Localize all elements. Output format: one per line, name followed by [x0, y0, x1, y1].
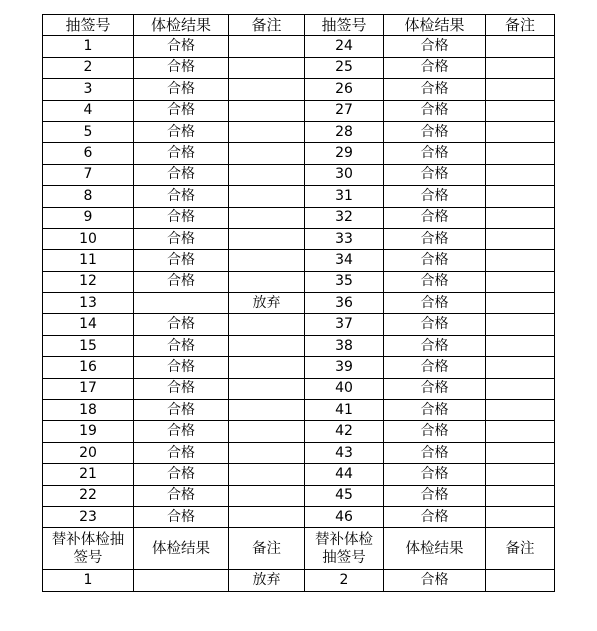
header-label: 替补体检抽签号 — [51, 531, 125, 566]
exam-result-cell: 合格 — [134, 485, 229, 506]
exam-result-cell: 合格 — [134, 79, 229, 100]
exam-result-cell: 合格 — [384, 186, 486, 207]
table-row — [43, 57, 555, 78]
remark-cell — [486, 464, 555, 485]
remark-cell — [229, 357, 305, 378]
draw-number-cell: 34 — [305, 250, 384, 271]
exam-result-cell: 合格 — [134, 36, 229, 57]
exam-result-cell: 合格 — [134, 400, 229, 421]
exam-result-cell: 合格 — [384, 485, 486, 506]
table-row — [43, 357, 555, 378]
exam-result-cell: 合格 — [134, 121, 229, 142]
draw-number-cell: 35 — [305, 271, 384, 292]
remark-cell — [486, 271, 555, 292]
draw-number-cell: 15 — [43, 335, 134, 356]
remark-cell — [229, 36, 305, 57]
table-row — [43, 335, 555, 356]
remark-cell — [486, 293, 555, 314]
exam-result-cell: 合格 — [134, 314, 229, 335]
header-label: 替补体检抽签号 — [315, 531, 373, 566]
exam-result-cell: 合格 — [134, 421, 229, 442]
remark-cell — [229, 250, 305, 271]
exam-result-cell: 合格 — [384, 421, 486, 442]
remark-cell — [229, 421, 305, 442]
table-row — [43, 79, 555, 100]
header-replacement-draw-number — [305, 528, 384, 570]
draw-number-cell: 12 — [43, 271, 134, 292]
exam-result-cell: 合格 — [384, 164, 486, 185]
exam-result-cell: 合格 — [134, 271, 229, 292]
header-remark: 备注 — [486, 15, 555, 36]
table-row — [43, 421, 555, 442]
table-row — [43, 186, 555, 207]
exam-result-cell: 合格 — [384, 271, 486, 292]
remark-cell — [229, 335, 305, 356]
header-label: 备注 — [505, 540, 535, 557]
exam-result-cell: 合格 — [384, 57, 486, 78]
exam-result-cell: 合格 — [134, 100, 229, 121]
exam-result-cell: 合格 — [384, 36, 486, 57]
remark-cell — [486, 485, 555, 506]
remark-cell — [486, 79, 555, 100]
remark-cell — [486, 335, 555, 356]
draw-number-cell: 33 — [305, 228, 384, 249]
exam-result-cell: 合格 — [134, 228, 229, 249]
exam-result-cell: 合格 — [134, 357, 229, 378]
exam-result-cell: 合格 — [384, 378, 486, 399]
exam-result-cell: 合格 — [134, 143, 229, 164]
table-row — [43, 293, 555, 314]
header-draw-number: 抽签号 — [43, 15, 134, 36]
header-exam-result: 体检结果 — [134, 15, 229, 36]
header-remark — [486, 528, 555, 570]
draw-number-cell: 6 — [43, 143, 134, 164]
draw-number-cell: 3 — [43, 79, 134, 100]
exam-result-cell: 合格 — [384, 357, 486, 378]
draw-number-cell: 45 — [305, 485, 384, 506]
draw-number-cell: 19 — [43, 421, 134, 442]
draw-number-cell: 20 — [43, 442, 134, 463]
exam-result-cell: 合格 — [134, 57, 229, 78]
draw-number-cell: 9 — [43, 207, 134, 228]
header-remark: 备注 — [229, 15, 305, 36]
exam-result-cell: 合格 — [384, 293, 486, 314]
table-row — [43, 164, 555, 185]
table-row — [43, 271, 555, 292]
remark-cell — [229, 100, 305, 121]
exam-result-cell: 合格 — [384, 100, 486, 121]
exam-result-cell: 合格 — [384, 442, 486, 463]
remark-cell — [229, 485, 305, 506]
draw-number-cell: 40 — [305, 378, 384, 399]
remark-cell — [229, 164, 305, 185]
draw-number-cell: 11 — [43, 250, 134, 271]
draw-number-cell: 43 — [305, 442, 384, 463]
draw-number-cell: 13 — [43, 293, 134, 314]
draw-number-cell: 1 — [43, 570, 134, 591]
draw-number-cell: 44 — [305, 464, 384, 485]
draw-number-cell: 17 — [43, 378, 134, 399]
header-exam-result — [384, 528, 486, 570]
exam-result-cell: 合格 — [134, 442, 229, 463]
table-row — [43, 400, 555, 421]
remark-cell — [486, 250, 555, 271]
draw-number-cell: 8 — [43, 186, 134, 207]
remark-cell — [229, 442, 305, 463]
draw-number-cell: 29 — [305, 143, 384, 164]
header-exam-result — [134, 528, 229, 570]
exam-result-cell: 合格 — [384, 143, 486, 164]
draw-number-cell: 16 — [43, 357, 134, 378]
draw-number-cell: 2 — [43, 57, 134, 78]
remark-cell — [486, 442, 555, 463]
draw-number-cell: 5 — [43, 121, 134, 142]
table-row — [43, 378, 555, 399]
remark-cell — [486, 570, 555, 591]
exam-result-cell: 合格 — [384, 228, 486, 249]
remark-cell — [486, 228, 555, 249]
table-row — [43, 228, 555, 249]
header-replacement-draw-number — [43, 528, 134, 570]
draw-number-cell: 30 — [305, 164, 384, 185]
exam-result-cell: 合格 — [384, 250, 486, 271]
exam-result-cell: 合格 — [384, 207, 486, 228]
draw-number-cell: 1 — [43, 36, 134, 57]
draw-number-cell: 42 — [305, 421, 384, 442]
exam-result-cell: 合格 — [384, 570, 486, 591]
draw-number-cell: 4 — [43, 100, 134, 121]
draw-number-cell: 22 — [43, 485, 134, 506]
exam-result-cell: 合格 — [384, 506, 486, 527]
draw-number-cell: 25 — [305, 57, 384, 78]
draw-number-cell: 23 — [43, 506, 134, 527]
remark-cell — [229, 378, 305, 399]
header-row — [43, 15, 555, 36]
table-row — [43, 464, 555, 485]
remark-cell — [486, 378, 555, 399]
draw-number-cell: 36 — [305, 293, 384, 314]
exam-results-body — [43, 15, 555, 592]
remark-cell: 放弃 — [229, 293, 305, 314]
remark-cell — [229, 506, 305, 527]
table-row — [43, 143, 555, 164]
exam-result-cell: 合格 — [134, 335, 229, 356]
draw-number-cell: 41 — [305, 400, 384, 421]
remark-cell — [486, 314, 555, 335]
exam-result-cell: 合格 — [134, 186, 229, 207]
remark-cell — [229, 464, 305, 485]
exam-result-cell: 合格 — [384, 79, 486, 100]
exam-result-cell: 合格 — [384, 400, 486, 421]
remark-cell — [486, 506, 555, 527]
draw-number-cell: 32 — [305, 207, 384, 228]
header-label: 备注 — [252, 540, 281, 557]
draw-number-cell: 24 — [305, 36, 384, 57]
exam-result-cell: 合格 — [134, 250, 229, 271]
exam-result-cell: 合格 — [134, 164, 229, 185]
exam-result-cell: 合格 — [134, 207, 229, 228]
draw-number-cell: 10 — [43, 228, 134, 249]
table-row — [43, 314, 555, 335]
draw-number-cell: 26 — [305, 79, 384, 100]
draw-number-cell: 37 — [305, 314, 384, 335]
remark-cell — [229, 57, 305, 78]
remark-cell — [486, 400, 555, 421]
remark-cell — [229, 79, 305, 100]
table-row — [43, 100, 555, 121]
remark-cell — [229, 143, 305, 164]
exam-result-cell: 合格 — [134, 464, 229, 485]
header-label: 体检结果 — [405, 540, 464, 557]
table-row — [43, 121, 555, 142]
draw-number-cell: 27 — [305, 100, 384, 121]
exam-result-cell: 合格 — [384, 121, 486, 142]
draw-number-cell: 14 — [43, 314, 134, 335]
remark-cell — [229, 314, 305, 335]
remark-cell — [486, 121, 555, 142]
remark-cell — [486, 143, 555, 164]
remark-cell — [486, 207, 555, 228]
remark-cell — [229, 186, 305, 207]
remark-cell — [486, 57, 555, 78]
remark-cell — [229, 400, 305, 421]
table-row — [43, 442, 555, 463]
exam-result-cell: 合格 — [384, 464, 486, 485]
remark-cell — [486, 186, 555, 207]
draw-number-cell: 21 — [43, 464, 134, 485]
remark-cell — [486, 357, 555, 378]
remark-cell — [486, 36, 555, 57]
exam-result-cell — [134, 570, 229, 591]
draw-number-cell: 46 — [305, 506, 384, 527]
draw-number-cell: 39 — [305, 357, 384, 378]
exam-result-cell — [134, 293, 229, 314]
draw-number-cell: 18 — [43, 400, 134, 421]
table-row — [43, 506, 555, 527]
draw-number-cell: 7 — [43, 164, 134, 185]
exam-results-table — [42, 14, 555, 592]
remark-cell — [229, 207, 305, 228]
table-row — [43, 36, 555, 57]
table-row — [43, 207, 555, 228]
remark-cell — [486, 164, 555, 185]
remark-cell — [229, 271, 305, 292]
replacement-header-row — [43, 528, 555, 570]
remark-cell — [229, 228, 305, 249]
draw-number-cell: 2 — [305, 570, 384, 591]
exam-result-cell: 合格 — [134, 506, 229, 527]
exam-result-cell: 合格 — [134, 378, 229, 399]
exam-result-cell: 合格 — [384, 335, 486, 356]
remark-cell — [229, 121, 305, 142]
remark-cell — [486, 100, 555, 121]
replacement-row — [43, 570, 555, 591]
table-row — [43, 250, 555, 271]
remark-cell: 放弃 — [229, 570, 305, 591]
draw-number-cell: 28 — [305, 121, 384, 142]
remark-cell — [486, 421, 555, 442]
table-row — [43, 485, 555, 506]
header-exam-result: 体检结果 — [384, 15, 486, 36]
draw-number-cell: 38 — [305, 335, 384, 356]
header-label: 体检结果 — [152, 540, 210, 557]
header-remark — [229, 528, 305, 570]
draw-number-cell: 31 — [305, 186, 384, 207]
header-draw-number: 抽签号 — [305, 15, 384, 36]
exam-result-cell: 合格 — [384, 314, 486, 335]
